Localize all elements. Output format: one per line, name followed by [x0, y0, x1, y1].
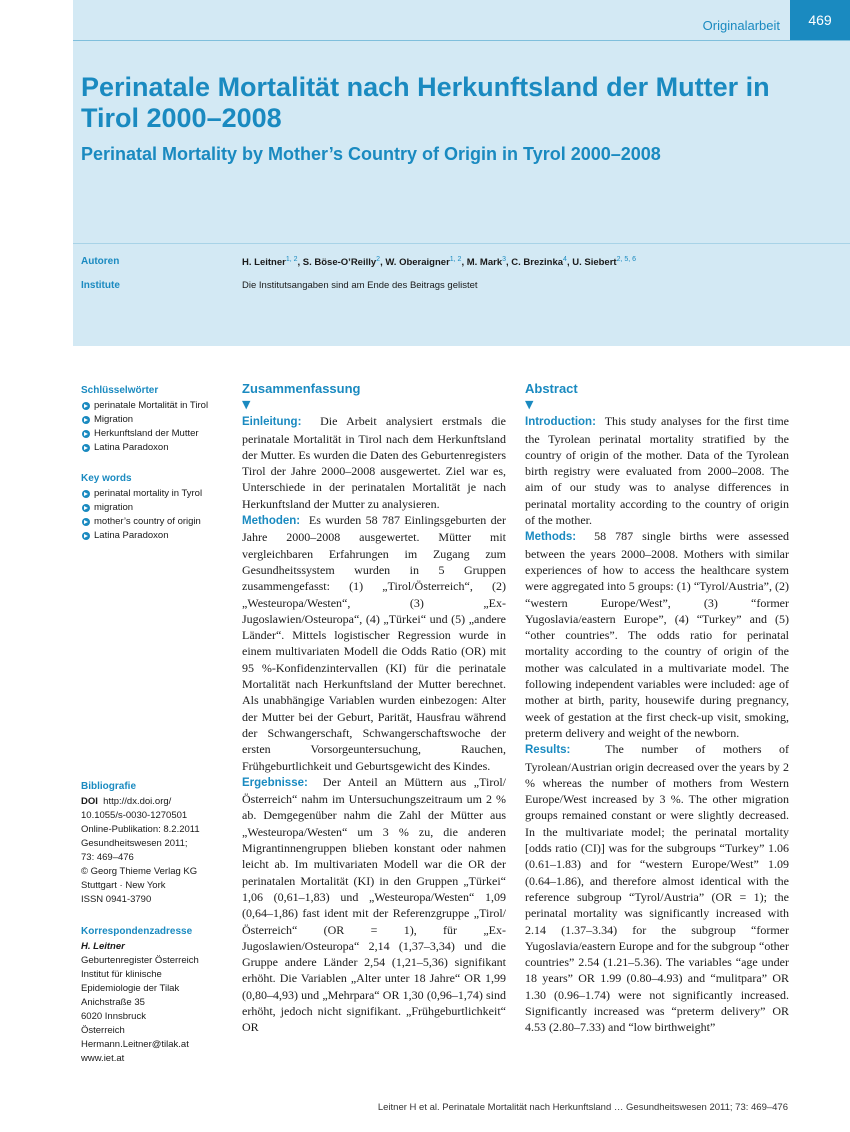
abstract-paragraph: Results: The number of mothers of Tyrolean/Austrian origin decreased over the years by 2 % whereas the number of mothers from Western Europe/West increased by 3 %. The other migration groups remained constant or were slightly decreased. In the multivariate model; the perinatal mortality [odds ratio (CI)] was for the subgroups “Turkey” 1.06 (0.61–1.83) and for “western Europe/West” 1.09 (0.64–1.86), and therefore almost identical with the reference subgroup “Tyrol/Austria” (OR = 1); the perinatal mortality was significantly increased with 2.14 (1.37–3.34) for the subgroup “former Yugoslavia/eastern Europe and for the subgroup “other countries” 2.54 (1.21–5.36). The variables “age under 18 years” OR 1.99 (0.80–4.93) and “mulitpara” OR 1.30 (0.96–1.74) were not significantly increased. Significantly increased was “preterm delivery” OR 4.53 (2.80–7.33) and “low birthweight” — [525, 742, 789, 1035]
keyword-item: perinatale Mortalität in Tirol — [81, 399, 221, 413]
institutes-label: Institute — [81, 280, 120, 291]
author-name: H. Leitner — [242, 257, 286, 269]
author-name: M. Mark — [466, 257, 503, 269]
contact-line: Epidemiologie der Tilak — [81, 983, 180, 994]
keyword-item: Migration — [81, 413, 221, 427]
paragraph-lead: Methods: — [525, 531, 577, 544]
paragraph-lead: Results: — [525, 744, 571, 757]
abstract-paragraph: Methoden: Es wurden 58 787 Einlingsgeburten der Jahre 2000–2008 ausgewertet. Mütter mit vergleichbaren Erfahrungen im Zugang zum Gesundheitssystem wurden in 5 Gruppen zusammengefasst: (1) „Tirol/Österreich“, (2) „Westeuropa/Westen“, (3) „Ex-Jugoslawien/Osteuropa“, (4) „Türkei“ und (5) „andere Länder“. Mittels logistischer Regression wurde in einem multivariaten Modell die Odds Ratio (OR) mit 95 %-Konfidenzintervallen (KI) für die perinatale Mortalität nach Herkunftsland der Mutter berechnet. Als unabhängige Variablen wurden einbezogen: Alter der Mutter bei der Geburt, Parität, Hausfrau während der Schwangerschaft, Schwangerschaftswoche der ersten Vorsorgeuntersuchung, Rauchen, Frühgeburtlichkeit und Geburtsgewicht des Kindes. — [242, 513, 507, 773]
arrow-bullet-icon — [82, 416, 90, 424]
keywords-de-heading: Schlüsselwörter — [81, 385, 159, 396]
author-affiliation: 2 — [376, 256, 381, 263]
authors-label: Autoren — [81, 256, 120, 267]
correspondence — [81, 925, 221, 1066]
author-name: U. Siebert — [572, 257, 617, 269]
bibliography — [81, 780, 221, 907]
abstract-de — [242, 381, 506, 1036]
abstract-de-heading: Zusammenfassung — [242, 381, 361, 396]
author-affiliation: 1, 2 — [449, 256, 462, 263]
keywords-de — [81, 384, 221, 455]
author-name: W. Oberaigner — [385, 257, 450, 269]
contact-website[interactable]: www.iet.at — [81, 1053, 125, 1064]
contact-email[interactable]: Hermann.Leitner@tilak.at — [81, 1039, 189, 1050]
abstract-paragraph: Einleitung: Die Arbeit analysiert erstmals die perinatale Mortalität in Tirol nach dem Herkunftsland der Mutter. Es wurden die Daten des Geburtenregisters Tirol der Jahre 2000–2008 ausgewertet. Ziel war es, Unterschiede in der perinatalen Mortalität je nach Herkunftsland der Mutter zu analysieren. — [242, 414, 506, 511]
biblio-line: © Georg Thieme Verlag KG — [81, 866, 198, 877]
down-triangle-icon: ▼ — [525, 398, 534, 412]
page-title: Perinatale Mortalität nach Herkunftsland der Mutter in Tirol 2000–2008 — [81, 72, 770, 133]
abstract-en-heading: Abstract — [525, 381, 578, 396]
arrow-bullet-icon — [82, 444, 90, 452]
biblio-line: 73: 469–476 — [81, 852, 134, 863]
author-name: S. Böse-O’Reilly — [302, 257, 377, 269]
arrow-bullet-icon — [82, 490, 90, 498]
keyword-item: migration — [81, 501, 221, 515]
author-affiliation: 1, 2 — [285, 256, 298, 263]
keyword-item: Herkunftsland der Mutter — [81, 427, 221, 441]
arrow-bullet-icon — [82, 402, 90, 410]
contact-line: Institut für klinische — [81, 969, 162, 980]
author-affiliation: 3 — [502, 256, 507, 263]
keyword-item: Latina Paradoxon — [81, 441, 221, 455]
contact-line: Österreich — [81, 1025, 125, 1036]
arrow-bullet-icon — [82, 430, 90, 438]
correspondence-heading: Korrespondenzadresse — [81, 926, 193, 937]
abstract-paragraph: Methods: 58 787 single births were assessed between the years 2000–2008. Mothers with similar experiences of how to access the healthcare system were aggregated into 5 groups: (1) “Tyrol/Austria”, (2) “western Europe/West”, (3) “former Yugoslavia/eastern Europe”, (4) “Turkey” and (5) “other countries”. The odds ratio for perinatal mortality according to the country of origin of the mother was calculated in a multivariate model. The following independent variables were included: age of mother at birth, parity, housewife during pregnancy, week of gestation at the first check-up visit, smoking, preterm delivery and weight of the newborn. — [525, 529, 789, 740]
section-label: Originalarbeit — [702, 18, 780, 33]
author-name: C. Brezinka — [511, 257, 564, 269]
institutes-text: Die Institutsangaben sind am Ende des Beitrags gelistet — [242, 280, 478, 291]
biblio-line: Gesundheitswesen 2011; — [81, 838, 188, 849]
contact-line: Geburtenregister Österreich — [81, 955, 199, 966]
header-divider — [73, 40, 850, 41]
author-affiliation: 4 — [563, 256, 567, 263]
arrow-bullet-icon — [82, 518, 90, 526]
biblio-line: ISSN 0941-3790 — [81, 894, 152, 905]
footer-citation: Leitner H et al. Perinatale Mortalität nach Herkunftsland … Gesundheitswesen 2011; 73: 469–476 — [377, 1102, 788, 1113]
down-triangle-icon: ▼ — [242, 398, 251, 412]
abstract-paragraph: Introduction: This study analyses for the first time the Tyrolean perinatal mortality stratified by the country of origin of the mother. Data of the Tyrolean birth registry were evaluated from 2000–2008. The aim of our study was to analyse differences in perinatal mortality according to the country of origin of the mother. — [525, 414, 789, 528]
keyword-item: perinatal mortality in Tyrol — [81, 487, 221, 501]
contact-name: H. Leitner — [81, 941, 125, 952]
title-divider — [73, 243, 850, 244]
contact-line: 6020 Innsbruck — [81, 1011, 146, 1022]
keywords-en-heading: Key words — [81, 473, 132, 484]
abstract-paragraph: Ergebnisse: Der Anteil an Müttern aus „Tirol/Österreich“ nahm im Untersuchungszeitraum um 2 % ab. Demgegenüber nahm die Zahl der Mütter aus „Westeuropa/Westen“ um 3 % zu, die anderen Migrantinnengruppen blieben konstant oder nahmen leicht ab. Im multivariaten Modell war die OR der perinatalen Mortalität (KI) in den Gruppen „Türkei“ 1,06 (0,61–1,83) und „Westeuropa/Westen“ 1,09 (0,64–1,86) fast ident mit der Referenzgruppe „Tirol/Österreich“ (OR = 1), für „Ex-Jugoslawien/Osteuropa“ 2,14 (1,37–3,34) und die Gruppe andere Länder 2,54 (1,21–5,36) signifikant erhöht. Die Variablen „Alter unter 18 Jahre“ OR 1,99 (0,80–4,93) und „Mehrpara“ OR 1,30 (0,96–1,74) sind erhöht, jedoch nicht signifikant. „Frühgeburtlichkeit“ OR — [242, 774, 506, 1035]
paragraph-lead: Einleitung: — [242, 416, 302, 429]
abstract-en — [525, 381, 789, 1036]
arrow-bullet-icon — [82, 532, 90, 540]
doi-link[interactable]: http://dx.doi.org/ — [103, 796, 172, 807]
page-number: 469 — [790, 0, 850, 40]
authors-line: H. Leitner$^{1, 2}$, S. Böse-O’Reilly$^2$, W. Oberaigner$^{1, 2}$, M. Mark$^3$, C. Brezinka$^4$, U. Siebert$^{2, 5, 6}$ — [242, 256, 637, 269]
doi-value: 10.1055/s-0030-1270501 — [81, 810, 188, 821]
author-affiliation: 2, 5, 6 — [616, 256, 637, 263]
keywords-en — [81, 472, 221, 543]
paragraph-lead: Methoden: — [242, 515, 301, 528]
paragraph-lead: Introduction: — [525, 416, 596, 429]
keyword-item: mother’s country of origin — [81, 515, 221, 529]
arrow-bullet-icon — [82, 504, 90, 512]
page-subtitle: Perinatal Mortality by Mother’s Country of Origin in Tyrol 2000–2008 — [81, 144, 661, 164]
paragraph-lead: Ergebnisse: — [242, 776, 308, 789]
header-band — [73, 0, 850, 346]
contact-line: Anichstraße 35 — [81, 997, 145, 1008]
bibliography-heading: Bibliografie — [81, 781, 137, 792]
biblio-line: Stuttgart · New York — [81, 880, 166, 891]
doi-label: DOI — [81, 796, 98, 807]
biblio-line: Online-Publikation: 8.2.2011 — [81, 824, 200, 835]
keyword-item: Latina Paradoxon — [81, 529, 221, 543]
